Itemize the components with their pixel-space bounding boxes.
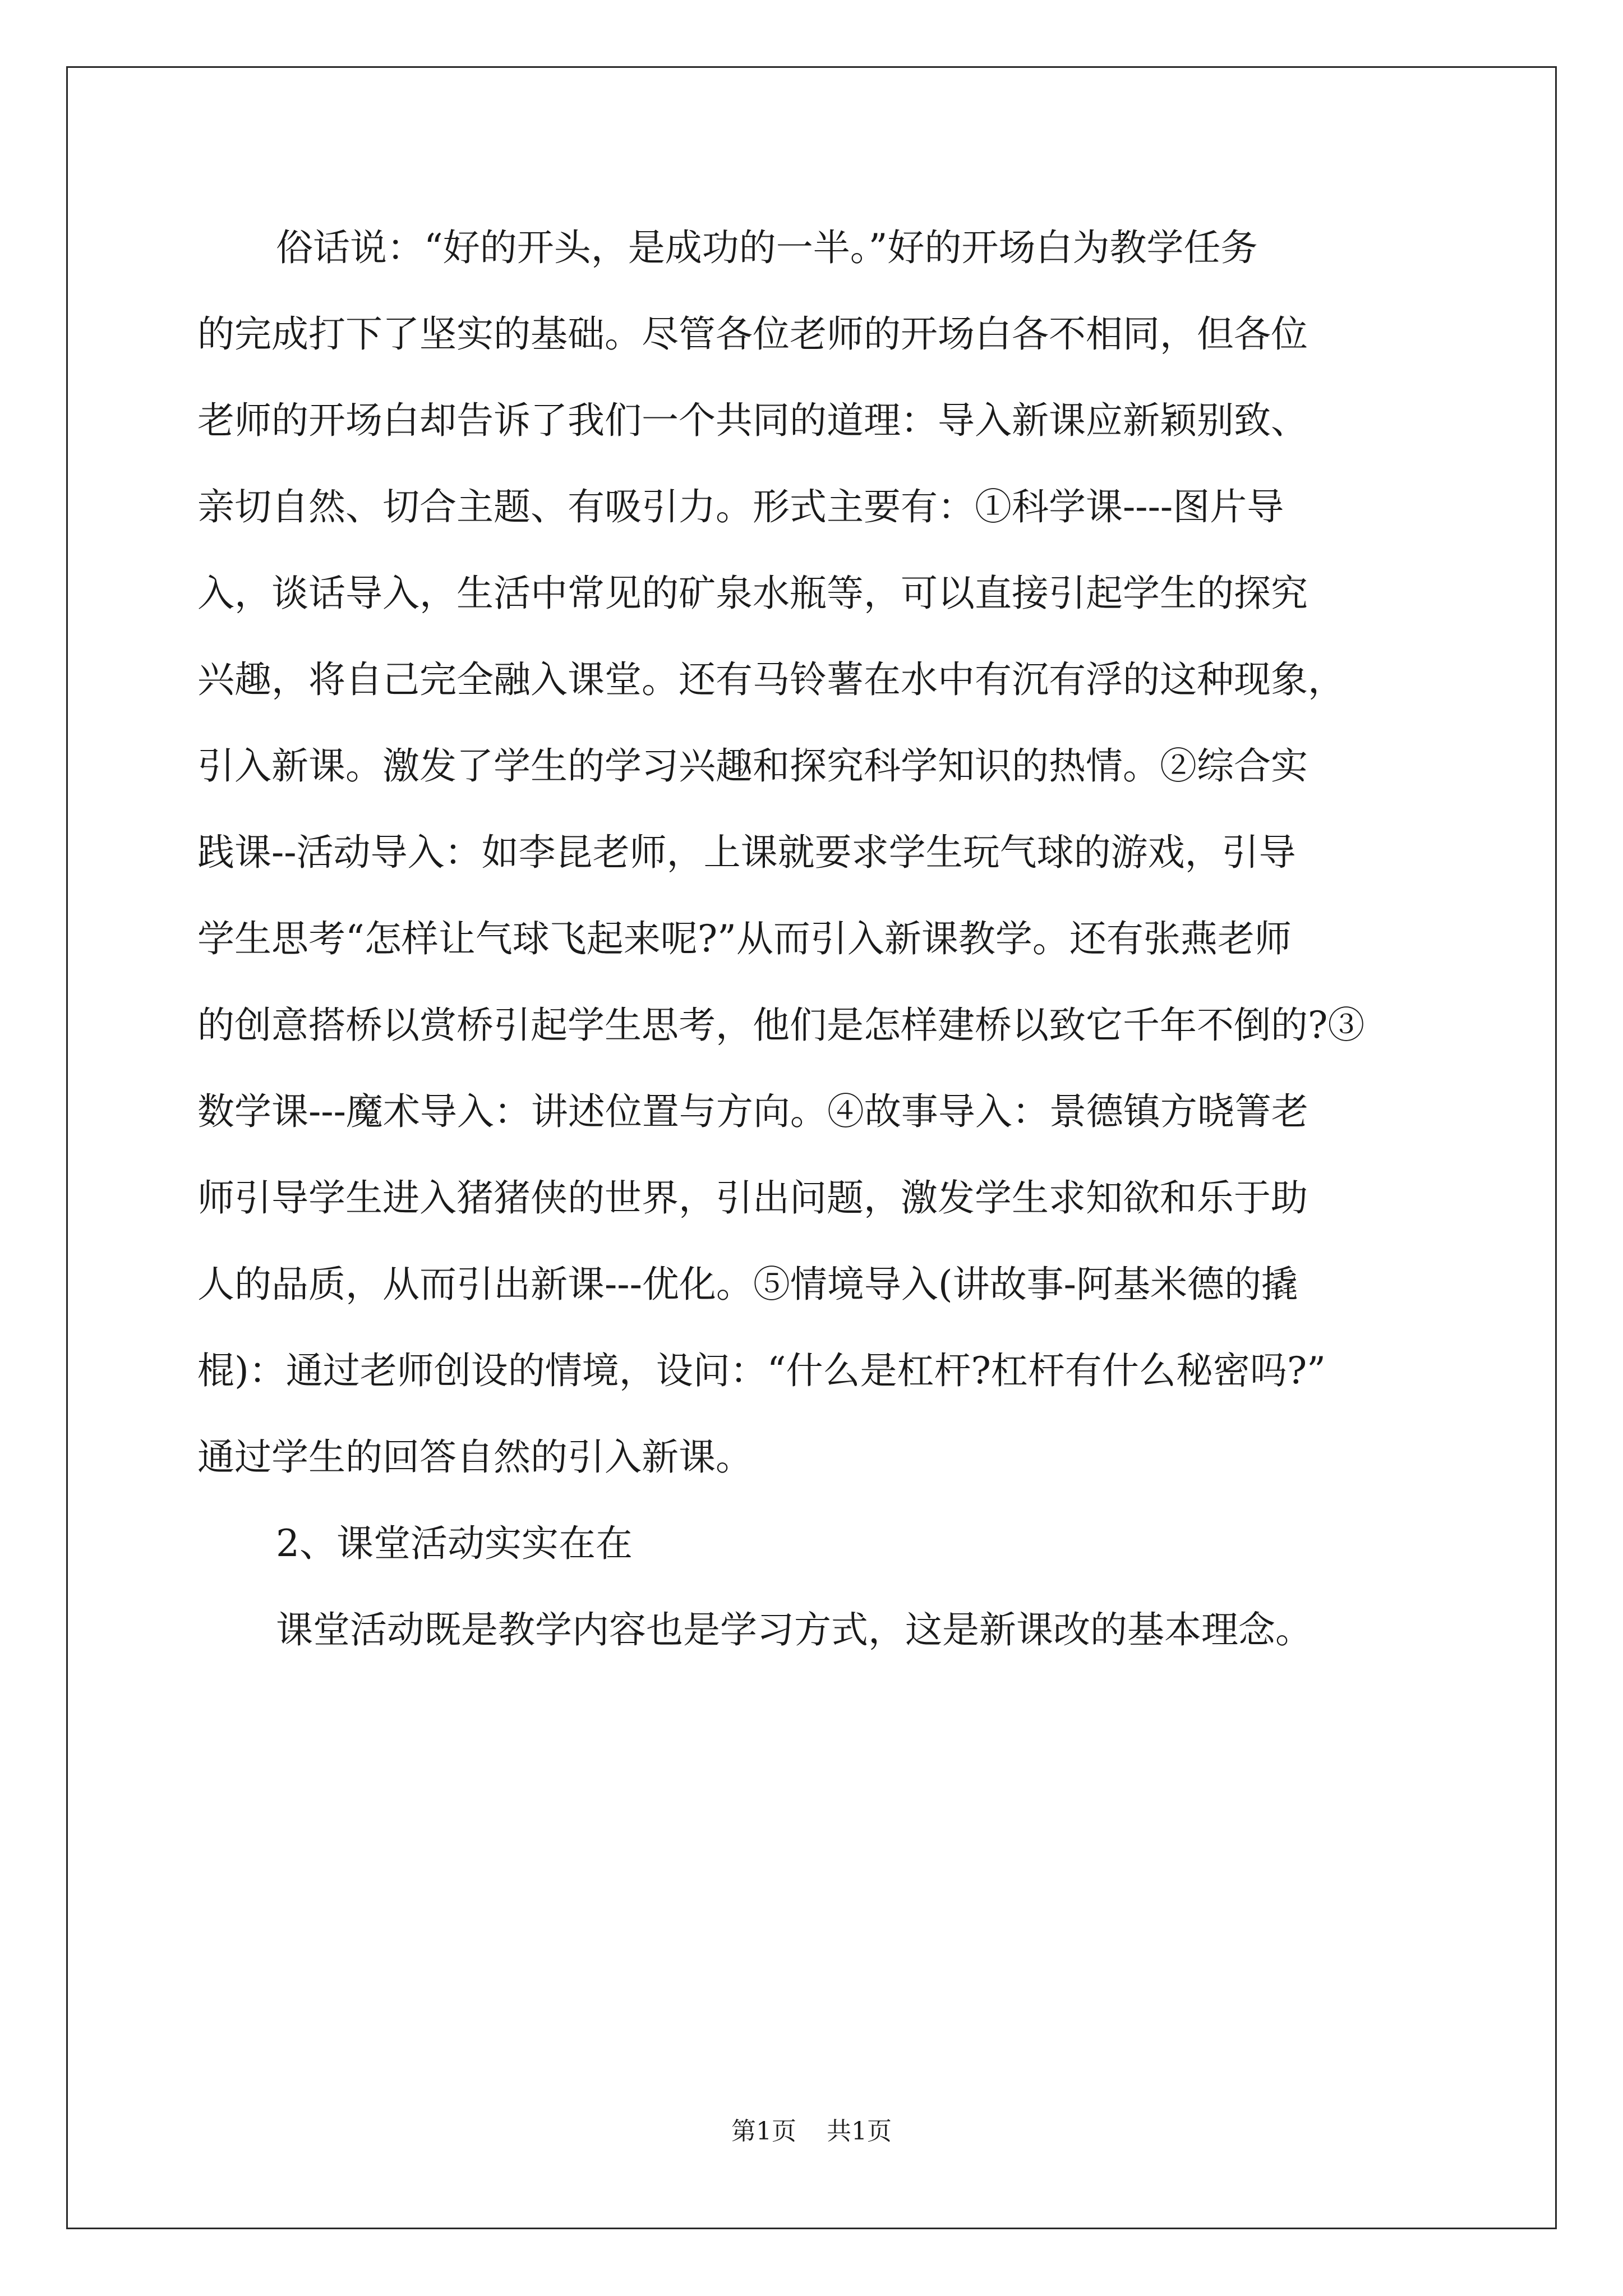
paragraph-line: 引入新课。激发了学生的学习兴趣和探究科学知识的热情。②综合实 [197,744,1308,788]
paragraph-line: 亲切自然、切合主题、有吸引力。形式主要有：①科学课----图片导 [197,485,1284,528]
paragraph-line: 老师的开场白却告诉了我们一个共同的道理：导入新课应新颖别致、 [197,399,1308,442]
paragraph-line: 的完成打下了坚实的基础。尽管各位老师的开场白各不相同，但各位 [197,312,1308,356]
paragraph-line: 通过学生的回答自然的引入新课。 [197,1435,753,1479]
page-number: 第1页 [731,2117,796,2146]
paragraph-line: 学生思考“怎样让气球飞起来呢?”从而引入新课教学。还有张燕老师 [197,917,1292,960]
paragraph-line: 俗话说：“好的开头，是成功的一半。”好的开场白为教学任务 [276,226,1258,269]
paragraph-line: 的创意搭桥以赏桥引起学生思考，他们是怎样建桥以致它千年不倒的?③ [197,1004,1365,1047]
page-total: 共1页 [827,2117,892,2146]
paragraph-line: 数学课---魔术导入：讲述位置与方向。④故事导入：景德镇方晓箐老 [197,1090,1308,1133]
paragraph-line: 人的品质，从而引出新课---优化。⑤情境导入(讲故事-阿基米德的撬 [197,1263,1298,1306]
page-footer [0,2115,1623,2148]
paragraph-line: 课堂活动既是教学内容也是学习方式，这是新课改的基本理念。 [276,1608,1312,1651]
paragraph-line: 入，谈话导入，生活中常见的矿泉水瓶等，可以直接引起学生的探究 [197,572,1308,615]
paragraph-line: 践课--活动导入：如李昆老师，上课就要求学生玩气球的游戏，引导 [197,831,1296,874]
paragraph-line: 棍)：通过老师创设的情境，设问：“什么是杠杆?杠杆有什么秘密吗?” [197,1349,1326,1392]
section-heading: 2、课堂活动实实在在 [276,1522,633,1565]
paragraph-line: 兴趣，将自己完全融入课堂。还有马铃薯在水中有沉有浮的这种现象， [197,658,1345,701]
document-body [197,205,1426,1673]
paragraph-line: 师引导学生进入猪猪侠的世界，引出问题，激发学生求知欲和乐于助 [197,1176,1308,1220]
